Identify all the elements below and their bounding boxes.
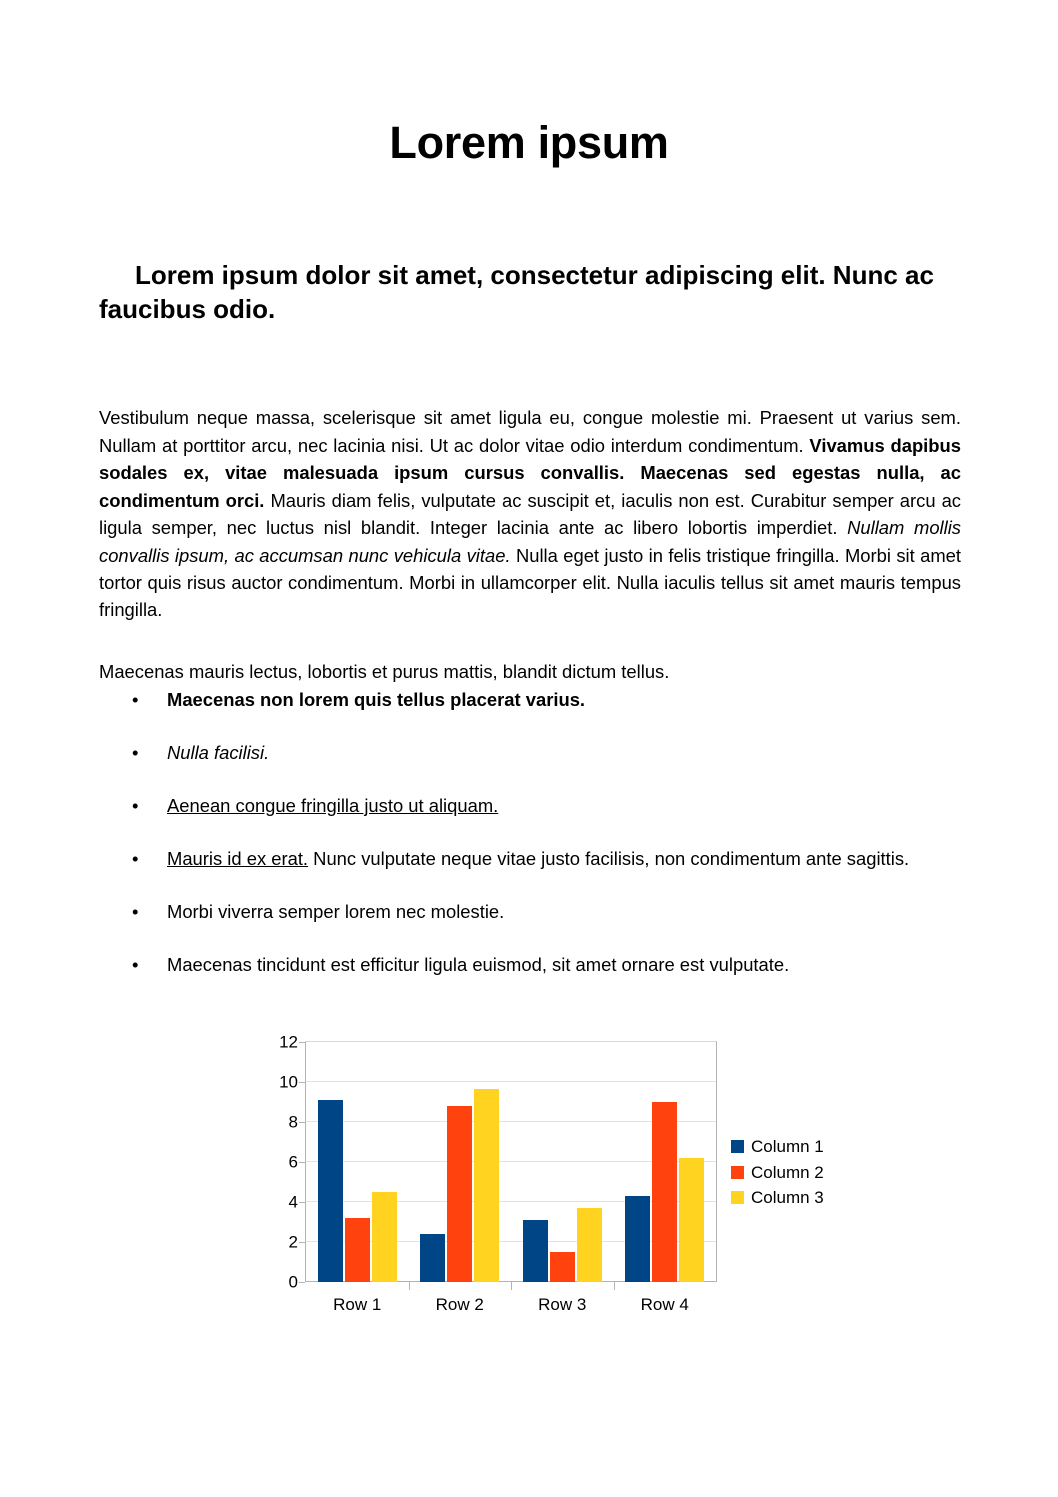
y-tick-mark	[299, 1082, 305, 1083]
y-tick-mark	[299, 1202, 305, 1203]
bar	[625, 1196, 650, 1282]
list-item-text: Aenean congue fringilla justo ut aliquam.	[167, 794, 499, 816]
body-paragraph-1	[99, 404, 961, 623]
y-tick-label: 2	[288, 1232, 298, 1252]
bullet-marker-icon: •	[132, 794, 139, 816]
y-axis-tick-labels	[258, 1032, 298, 1291]
y-tick-mark	[299, 1122, 305, 1123]
list-item	[99, 686, 961, 713]
y-tick-label: 8	[288, 1112, 298, 1132]
y-tick-label: 6	[288, 1152, 298, 1172]
legend-label: Column 3	[751, 1188, 824, 1208]
bullet-marker-icon: •	[132, 900, 139, 922]
bullet-list	[99, 686, 961, 1004]
list-item	[99, 845, 961, 872]
y-tick-label: 4	[288, 1192, 298, 1212]
legend-item	[731, 1160, 836, 1186]
bar	[523, 1220, 548, 1282]
legend-label: Column 1	[751, 1137, 824, 1157]
list-item	[99, 739, 961, 766]
x-axis-tick-labels	[306, 1294, 716, 1318]
x-tick-label: Row 1	[333, 1295, 382, 1314]
x-tick-mark	[409, 1282, 410, 1290]
x-tick-label: Row 4	[640, 1295, 689, 1314]
bullet-marker-icon: •	[132, 741, 139, 763]
bullet-marker-icon: •	[132, 847, 139, 869]
list-item-text: Maecenas tincidunt est efficitur ligula euismod, sit amet ornare est vulputate.	[167, 953, 790, 975]
y-tick-mark	[299, 1242, 305, 1243]
bar-group	[614, 1042, 717, 1282]
y-tick-mark	[299, 1282, 305, 1283]
bar-group	[511, 1042, 614, 1282]
legend-item	[731, 1134, 836, 1160]
legend-item	[731, 1185, 836, 1211]
y-tick-mark	[299, 1162, 305, 1163]
bar	[372, 1192, 397, 1282]
para1-run4-italic: Nullam mollis convallis ipsum, ac accumsan nunc vehicula vitae.	[99, 517, 961, 566]
bar	[447, 1106, 472, 1282]
bar	[577, 1208, 602, 1282]
bar-group	[306, 1042, 409, 1282]
bar	[420, 1234, 445, 1282]
para1-run5: Nulla eget justo in felis tristique fringilla. Morbi sit amet tortor quis risus auctor condimentum. Morbi in ullamcorper elit. Nulla iaculis tellus sit amet mauris tempus fringilla.	[99, 544, 961, 621]
legend-swatch-icon	[731, 1140, 744, 1153]
bar	[318, 1100, 343, 1282]
para1-run1: Vestibulum neque massa, scelerisque sit amet ligula eu, congue molestie mi. Praesent ut varius sem. Nullam at porttitor arcu, nec lacinia nisi. Ut ac dolor vitae odio interdum condimentum.	[99, 407, 961, 456]
y-tick-label: 10	[279, 1072, 298, 1092]
section-heading: Lorem ipsum dolor sit amet, consectetur adipiscing elit. Nunc ac faucibus odio.	[99, 260, 934, 325]
x-tick-mark	[511, 1282, 512, 1290]
bullet-marker-icon: •	[132, 689, 139, 710]
bar-group	[409, 1042, 512, 1282]
list-item-text: Morbi viverra semper lorem nec molestie.	[167, 900, 505, 922]
list-item-text: Nulla facilisi.	[167, 741, 270, 763]
list-item-text: Maecenas non lorem quis tellus placerat varius.	[167, 689, 586, 710]
list-item-lead-underline: Mauris id ex erat.	[167, 847, 309, 869]
page-title: Lorem ipsum	[389, 117, 669, 168]
list-item	[99, 951, 961, 978]
body-paragraph-2: Maecenas mauris lectus, lobortis et purus mattis, blandit dictum tellus.	[99, 661, 670, 683]
para1-run3: Mauris diam felis, vulputate ac suscipit et, iaculis non est. Curabitur semper arcu ac ligula semper, nec luctus nisl blandit. Integer lacinia ante ac libero lobortis imperdiet.	[99, 489, 961, 539]
chart-legend	[731, 1134, 836, 1211]
y-tick-label: 12	[279, 1032, 298, 1052]
bar	[474, 1089, 499, 1282]
y-tick-mark	[299, 1042, 305, 1043]
bullet-marker-icon: •	[132, 953, 139, 975]
list-item	[99, 898, 961, 925]
bar	[345, 1218, 370, 1282]
bar-chart	[258, 1032, 838, 1332]
bar	[679, 1158, 704, 1282]
bar	[550, 1252, 575, 1282]
legend-label: Column 2	[751, 1162, 824, 1182]
x-tick-label: Row 2	[435, 1295, 484, 1314]
x-tick-label: Row 3	[538, 1295, 587, 1314]
bar	[652, 1102, 677, 1282]
list-item-text: Nunc vulputate neque vitae justo facilisis, non condimentum ante sagittis.	[308, 847, 910, 869]
bar-groups	[306, 1042, 716, 1282]
x-tick-mark	[614, 1282, 615, 1290]
list-item	[99, 792, 961, 819]
y-tick-label: 0	[288, 1272, 298, 1292]
para1-run2-bold: Vivamus dapibus sodales ex, vitae malesuada ipsum cursus convallis. Maecenas sed egestas nulla, ac condimentum orci.	[99, 434, 961, 511]
legend-swatch-icon	[731, 1191, 744, 1204]
legend-swatch-icon	[731, 1166, 744, 1179]
